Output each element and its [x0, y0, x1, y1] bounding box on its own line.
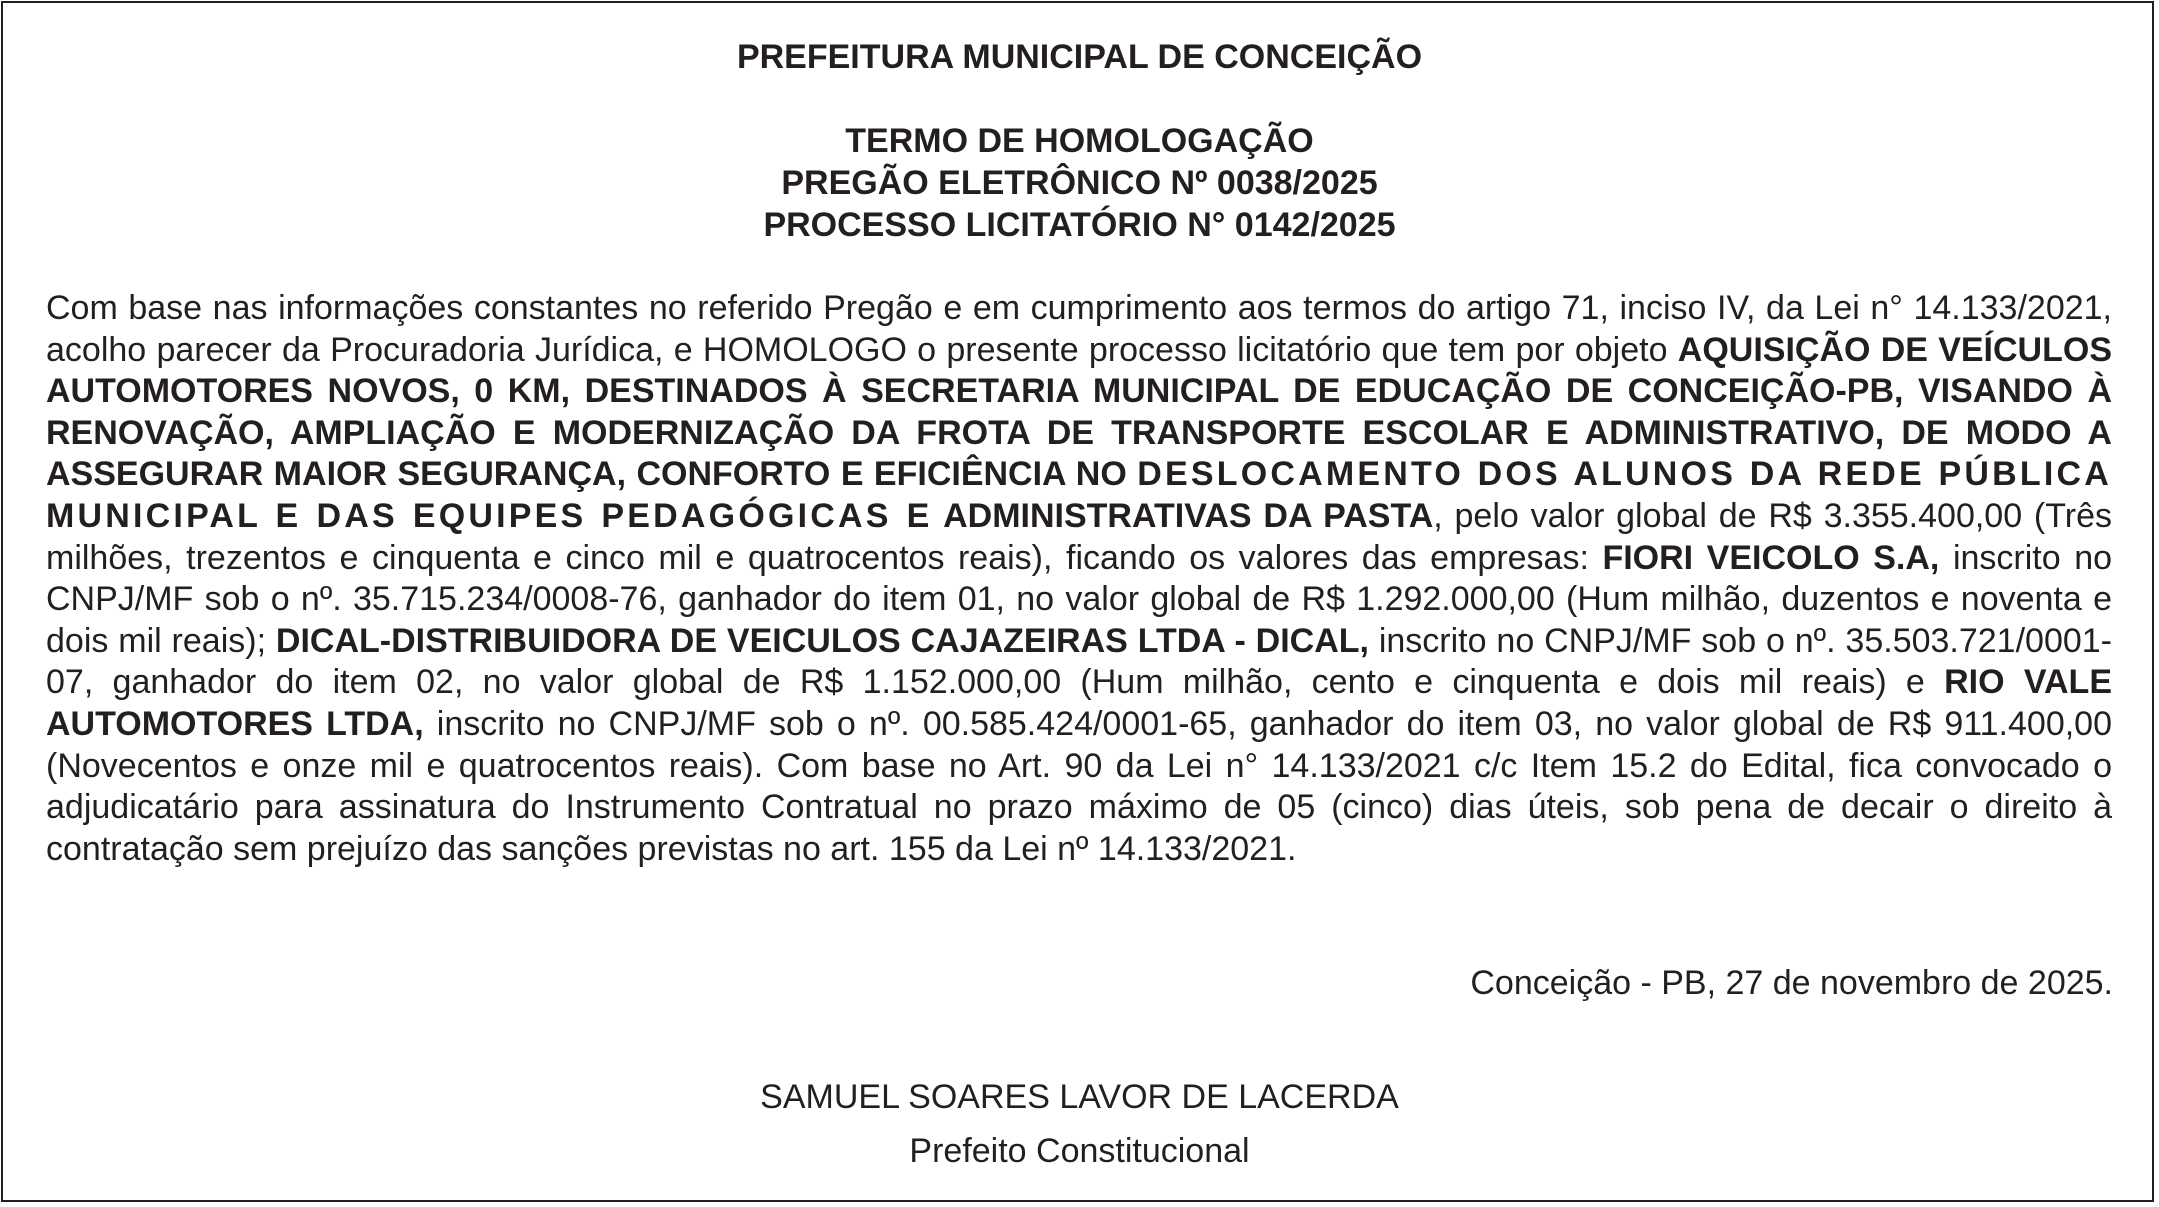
object-description-part-a: AQUISIÇÃO DE VEÍCULOS AUTOMOTORES NOVOS, 0 KM, DESTINADOS À SECRETARIA MUNICIPAL DE EDUCAÇÃO DE CONCEIÇÃO-PB, VISANDO À RENOVAÇÃO, AMPLIAÇÃO E MODERNIZAÇÃO DA FROTA DE TRANSPORTE ESCOLAR E ADMINISTRATIVO, DE MODO A ASSEGURAR MAIOR SEGURANÇA, CONFORTO E EFICIÊNCIA NO — [46, 330, 2112, 494]
signatory-name: SAMUEL SOARES LAVOR DE LACERDA — [760, 1078, 1399, 1116]
pregao-number: PREGÃO ELETRÔNICO Nº 0038/2025 — [781, 164, 1378, 202]
homologation-paragraph — [46, 288, 2112, 870]
document-type-title: TERMO DE HOMOLOGAÇÃO — [845, 122, 1314, 160]
company-3-details-and-closing: inscrito no CNPJ/MF sob o nº. 00.585.424/0001-65, ganhador do item 03, no valor global de R$ 911.400,00 (Novecentos e onze mil e quatrocentos reais). Com base no Art. 90 da Lei n° 14.133/2021 c/c Item 15.2 do Edital, fica convocado o adjudicatário para assinatura do Instrumento Contratual no prazo máximo de 05 (cinco) dias úteis, sob pena de decair o direito à contratação sem prejuízo das sanções previstas no art. 155 da Lei nº 14.133/2021. — [46, 704, 2112, 868]
organization-title: PREFEITURA MUNICIPAL DE CONCEIÇÃO — [736, 38, 1423, 76]
company-2-details: inscrito no CNPJ/MF sob o nº. 35.503.721/0001-07, ganhador do item 02, no valor global de R$ 1.152.000,00 (Hum milhão, cento e cinquenta e dois mil reais) e — [46, 621, 2112, 702]
company-2-name: DICAL-DISTRIBUIDORA DE VEICULOS CAJAZEIRAS LTDA - DICAL, — [275, 621, 1369, 660]
company-1-name: FIORI VEICOLO S.A, — [1602, 538, 1940, 577]
company-1-details: inscrito no CNPJ/MF sob o nº. 35.715.234/0008-76, ganhador do item 01, no valor global de R$ 1.292.000,00 (Hum milhão, duzentos e noventa e dois mil reais); — [46, 538, 2113, 660]
date-line: Conceição - PB, 27 de novembro de 2025. — [1470, 964, 2113, 1002]
object-description-part-b: DESLOCAMENTO DOS ALUNOS DA REDE PÚBLICA MUNICIPAL E DAS EQUIPES PEDAGÓGICAS E — [46, 455, 2112, 535]
processo-number: PROCESSO LICITATÓRIO N° 0142/2025 — [763, 206, 1396, 244]
global-value-text: , pelo valor global de R$ 3.355.400,00 (Três milhões, trezentos e cinquenta e cinco mil e quatrocentos reais), ficando os valores das empresas: — [46, 496, 2112, 577]
object-description-part-c: ADMINISTRATIVAS DA PASTA — [932, 496, 1434, 535]
company-3-name: RIO VALE AUTOMOTORES LTDA, — [46, 663, 2112, 743]
intro-text: Com base nas informações constantes no referido Pregão e em cumprimento aos termos do artigo 71, inciso IV, da Lei n° 14.133/2021, acolho parecer da Procuradoria Jurídica, e HOMOLOGO o presente processo licitatório que tem por objeto — [46, 289, 2112, 369]
signatory-role: Prefeito Constitucional — [909, 1132, 1250, 1170]
